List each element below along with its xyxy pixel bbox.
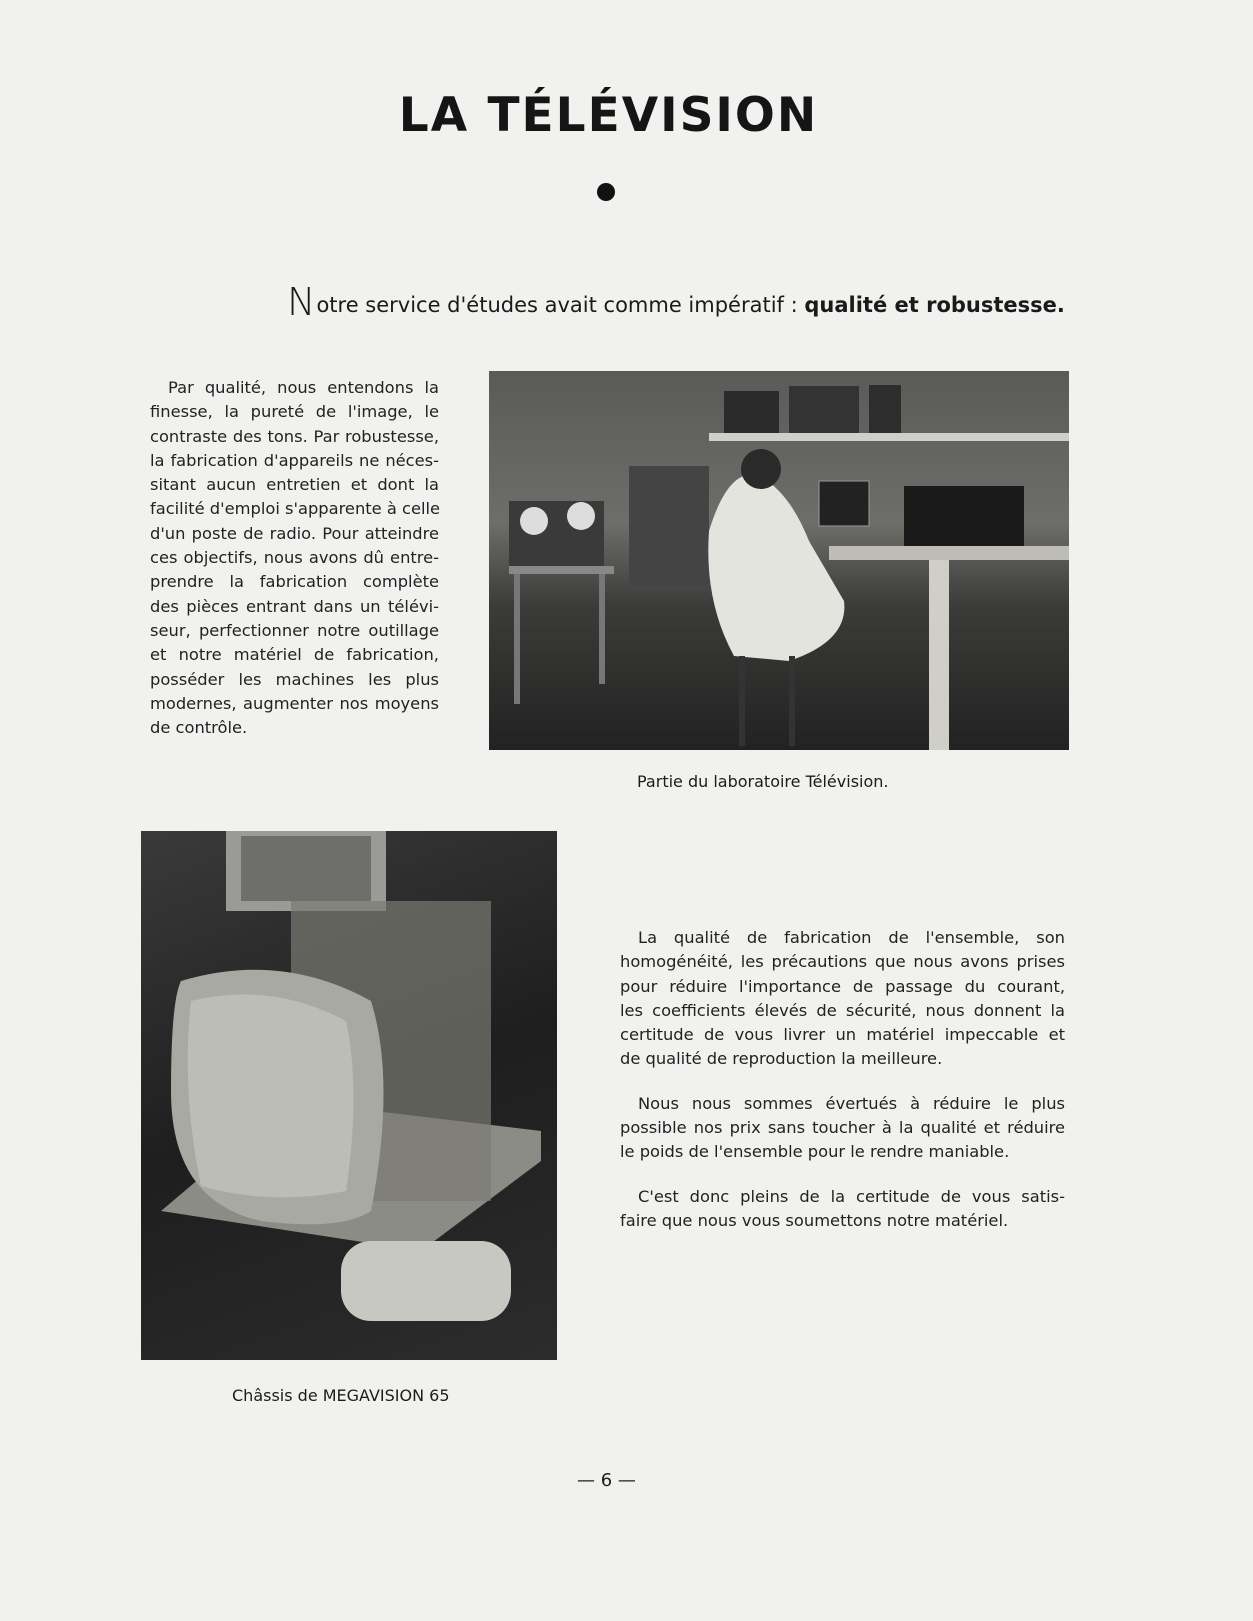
text-line: seur, perfectionner notre outillage [150, 620, 439, 640]
text-line: homogénéité, les précautions que nous avons prises [620, 952, 1065, 972]
text-line: et notre matériel de fabrication, [150, 645, 439, 665]
text-line: d'un poste de radio. Pour atteindre [150, 523, 439, 543]
text-line: ces objectifs, nous avons dû entre- [150, 548, 439, 568]
text-line: sitant aucun entretien et dont la [150, 475, 439, 495]
text-line: des pièces entrant dans un télévi- [150, 596, 439, 616]
text-line: pour réduire l'importance de passage du courant, [620, 976, 1065, 996]
left-paragraph [150, 376, 439, 740]
chassis-photo-caption: Châssis de MEGAVISION 65 [232, 1386, 450, 1405]
right-paragraphs [620, 926, 1065, 1233]
text-line: Nous nous sommes évertués à réduire le plus [638, 1093, 1065, 1113]
subtitle-bold: qualité et robustesse. [804, 293, 1065, 317]
text-line: modernes, augmenter nos moyens [150, 693, 439, 713]
text-line: le poids de l'ensemble pour le rendre maniable. [620, 1142, 1010, 1162]
laboratory-photo-illustration [489, 371, 1069, 750]
bullet-dot [597, 183, 615, 201]
page-title: LA TÉLÉVISION [398, 88, 819, 143]
text-line: Par qualité, nous entendons la [168, 378, 439, 397]
text-line: contraste des tons. Par robustesse, [150, 426, 439, 446]
text-line: de contrôle. [150, 718, 248, 738]
page-number: — 6 — [577, 1470, 636, 1491]
text-line: prendre la fabrication complète [150, 572, 439, 592]
subtitle-initial: N [287, 280, 316, 324]
text-line: La qualité de fabrication de l'ensemble, son [638, 928, 1065, 947]
text-line: les coefficients élevés de sécurité, nous donnent la [620, 1000, 1065, 1020]
text-line: la fabrication d'appareils ne néces- [150, 450, 439, 470]
text-line: possible nos prix sans toucher à la qualité et réduire [620, 1118, 1065, 1138]
text-line: de qualité de reproduction la meilleure. [620, 1049, 943, 1069]
text-line: certitude de vous livrer un matériel impeccable et [620, 1025, 1065, 1045]
text-line: finesse, la pureté de l'image, le [150, 402, 439, 422]
paragraph [620, 1092, 1065, 1165]
laboratory-photo-caption: Partie du laboratoire Télévision. [637, 772, 889, 791]
text-line: facilité d'emploi s'apparente à celle [150, 499, 441, 519]
chassis-photo-illustration [141, 831, 557, 1360]
paragraph [620, 1185, 1065, 1234]
paragraph-gap [620, 1165, 1065, 1185]
subtitle [287, 280, 1065, 324]
text-line: posséder les machines les plus [150, 669, 439, 689]
paragraph-gap [620, 1072, 1065, 1092]
text-line: faire que nous vous soumettons notre matériel. [620, 1210, 1009, 1230]
subtitle-text: otre service d'études avait comme impératif : [316, 293, 805, 317]
laboratory-photo [489, 371, 1069, 750]
text-line: C'est donc pleins de la certitude de vous satis- [638, 1186, 1065, 1206]
chassis-photo [141, 831, 557, 1360]
paragraph [620, 926, 1065, 1072]
